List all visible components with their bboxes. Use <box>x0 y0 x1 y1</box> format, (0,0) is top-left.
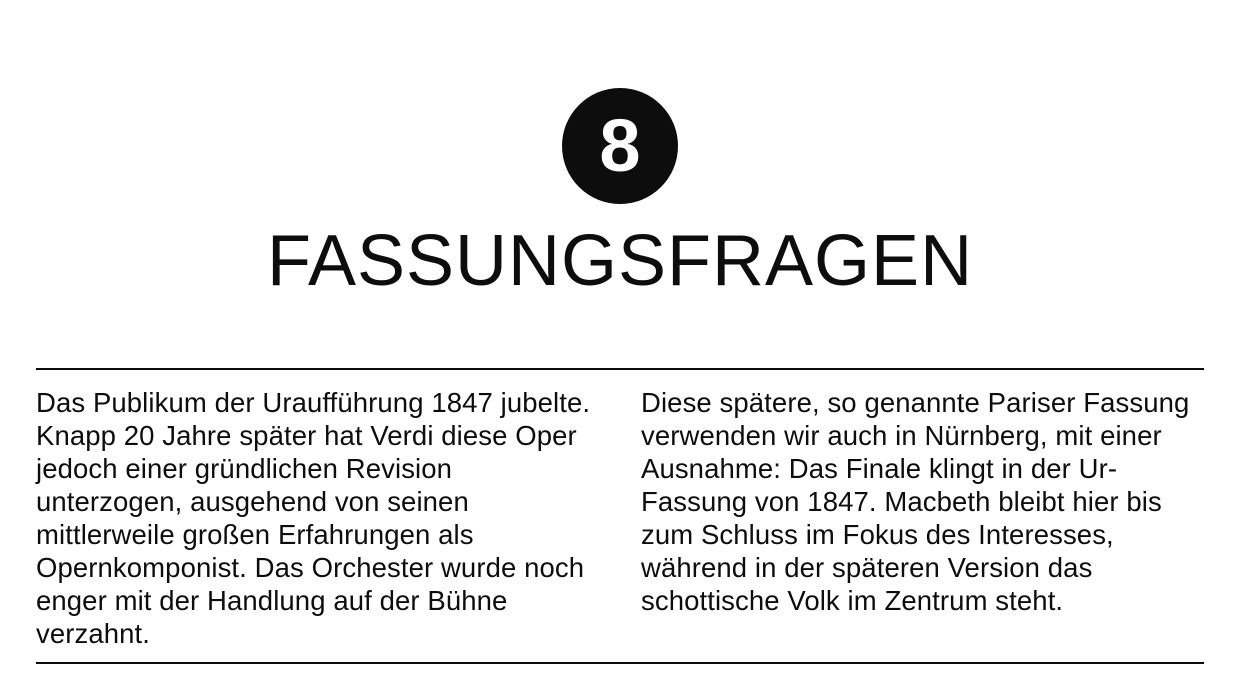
divider-bottom <box>36 662 1204 664</box>
body-text-left: Das Publikum der Uraufführung 1847 jubelte. Knapp 20 Jahre später hat Verdi diese Oper jedoch einer gründlichen Revision unterzogen, ausgehend von seinen mittlerweile großen Erfahrungen als Opernkomponist. Das Orchester wurde noch enger mit der Handlung auf der Bühne verzahnt. <box>36 387 591 649</box>
page-title: FASSUNGSFRAGEN <box>266 221 974 301</box>
divider-top <box>36 368 1204 370</box>
body-text-right: Diese spätere, so genannte Pariser Fassung verwenden wir auch in Nürnberg, mit einer Ausnahme: Das Finale klingt in der Ur-Fassung von 1847. Macbeth bleibt hier bis zum Schluss im Fokus des Interesses, während in der späteren Version das schottische Volk im Zentrum steht. <box>641 387 1190 616</box>
body-columns <box>36 386 1204 650</box>
chapter-number-badge: 8 <box>562 88 678 204</box>
body-column-left <box>36 386 599 650</box>
body-column-right <box>641 386 1204 650</box>
